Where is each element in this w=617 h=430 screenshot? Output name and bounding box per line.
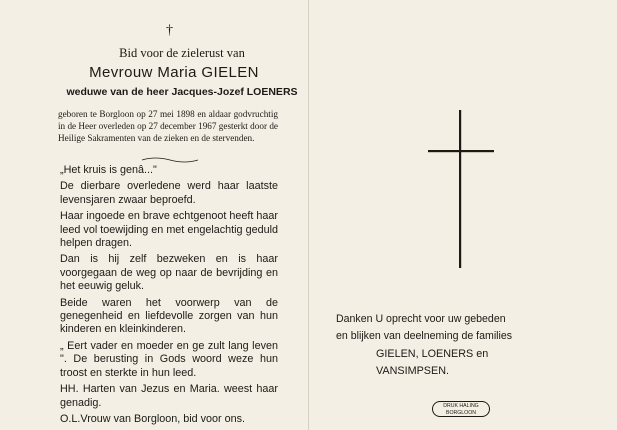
printer-name: DRUK HALING [443, 403, 479, 409]
deceased-name: Mevrouw Maria GIELEN [89, 64, 259, 81]
widow-line: weduwe van de heer Jacques-Jozef LOENERS [66, 86, 298, 98]
paragraph: HH. Harten van Jezus en Maria. weest haar genadig. [60, 383, 278, 409]
family-line: GIELEN, LOENERS en [376, 348, 489, 360]
ornament-divider [140, 156, 200, 164]
thanks-line: en blijken van deelneming de families [336, 330, 513, 342]
paragraph: Beide waren het voorwerp van de genegenheid en liefdevolle zorgen van hun kinderen en kleinkinderen. [60, 296, 278, 336]
printer-city: BORGLOON [446, 409, 476, 416]
paragraph: Dan is hij zelf bezweken en is haar voorgegaan de weg op naar de bevrijding en het eeuwig geluk. [60, 253, 278, 293]
printer-stamp [432, 401, 490, 417]
prayer-heading: Bid voor de zielerust van [119, 46, 245, 60]
memorial-text [60, 164, 278, 429]
biography: geboren te Borgloon op 27 mei 1898 en aldaar godvruchtig in de Heer overleden op 27 december 1967 gesterkt door de Heilige Sakramenten van de zieken en de stervenden. [58, 109, 278, 144]
paragraph: „Het kruis is genâ..." [60, 164, 157, 176]
large-cross-icon [428, 110, 494, 268]
paragraph: O.L.Vrouw van Borgloon, bid voor ons. [60, 412, 246, 425]
fold-line [308, 0, 309, 430]
paragraph: Haar ingoede en brave echtgenoot heeft haar leed vol toewijding en met engelachtig geduld helpen dragen. [60, 210, 278, 250]
thanks-text [336, 311, 584, 345]
family-names [376, 346, 576, 380]
family-line: VANSIMPSEN. [376, 365, 449, 377]
thanks-line: Danken U oprecht voor uw gebeden [336, 313, 506, 325]
paragraph: „ Eert vader en moeder en ge zult lang leven ". De berusting in Gods woord weze hun troost en sterkte in hun leed. [60, 339, 278, 379]
paragraph: De dierbare overledene werd haar laatste levensjaren zwaar beproefd. [60, 180, 278, 206]
small-cross-icon: † [166, 23, 173, 38]
